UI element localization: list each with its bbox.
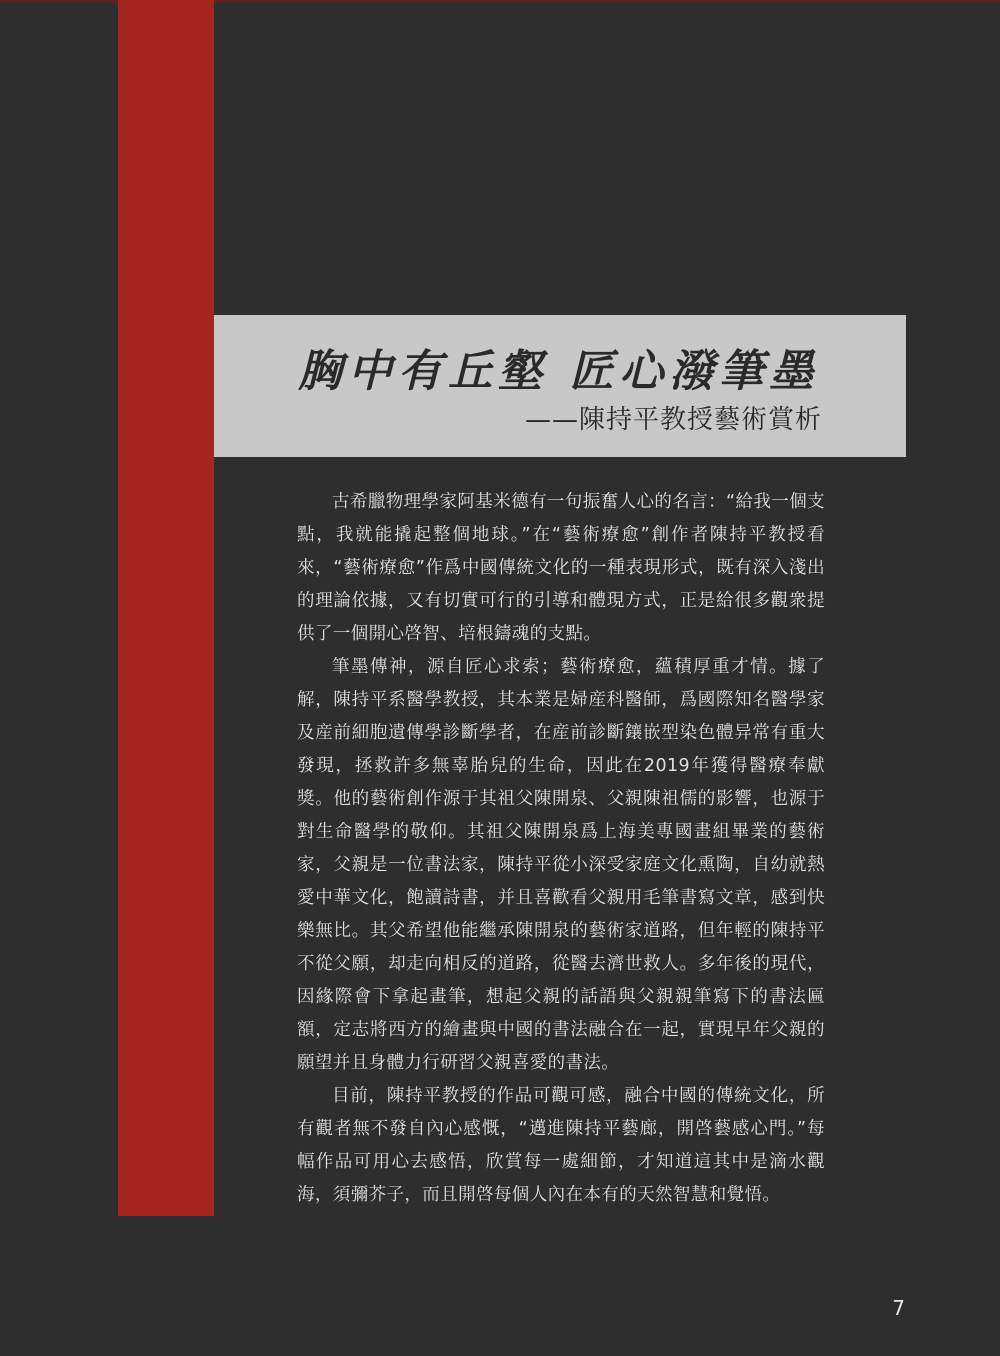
page-number: 7 [892,1296,905,1320]
red-accent-bar [118,0,214,1216]
paragraph: 筆墨傳神，源自匠心求索；藝術療愈，蘊積厚重才情。據了解，陳持平系醫學教授，其本業是婦産科醫師，爲國際知名醫學家及産前細胞遺傳學診斷學者，在産前診斷鑲嵌型染色體异常有重大發現，拯救許多無辜胎兒的生命，因此在2019年獲得醫療奉獻獎。他的藝術創作源于其祖父陳開泉、父親陳祖儒的影響，也源于對生命醫學的敬仰。其祖父陳開泉爲上海美專國畫組畢業的藝術家，父親是一位書法家，陳持平從小深受家庭文化熏陶，自幼就熱愛中華文化，飽讀詩書，并且喜歡看父親用毛筆書寫文章，感到快樂無比。其父希望他能繼承陳開泉的藝術家道路，但年輕的陳持平不從父願，却走向相反的道路，從醫去濟世救人。多年後的現代，因緣際會下拿起畫筆，想起父親的話語與父親親筆寫下的書法匾額，定志將西方的繪畫與中國的書法融合在一起，實現早年父親的願望并且身體力行研習父親喜愛的書法。 [297,657,825,1073]
article-body [297,486,825,1212]
title-banner [214,315,906,457]
article-subtitle: ——陳持平教授藝術賞析 [524,405,822,435]
article-title: 胸中有丘壑 匠心潑筆墨 [298,346,820,397]
paragraph: 古希臘物理學家阿基米德有一句振奮人心的名言：“給我一個支點，我就能撬起整個地球。”在“藝術療愈”創作者陳持平教授看來，“藝術療愈”作爲中國傳統文化的一種表現形式，既有深入淺出的理論依據，又有切實可行的引導和體現方式，正是給很多觀衆提供了一個開心啓智、培根鑄魂的支點。 [297,492,825,644]
paragraph: 目前，陳持平教授的作品可觀可感，融合中國的傳統文化，所有觀者無不發自內心感慨，“邁進陳持平藝廊，開啓藝感心門。”每幅作品可用心去感悟，欣賞每一處細節，才知道這其中是滴水觀海，須彌芥子，而且開啓每個人內在本有的天然智慧和覺悟。 [297,1086,825,1205]
